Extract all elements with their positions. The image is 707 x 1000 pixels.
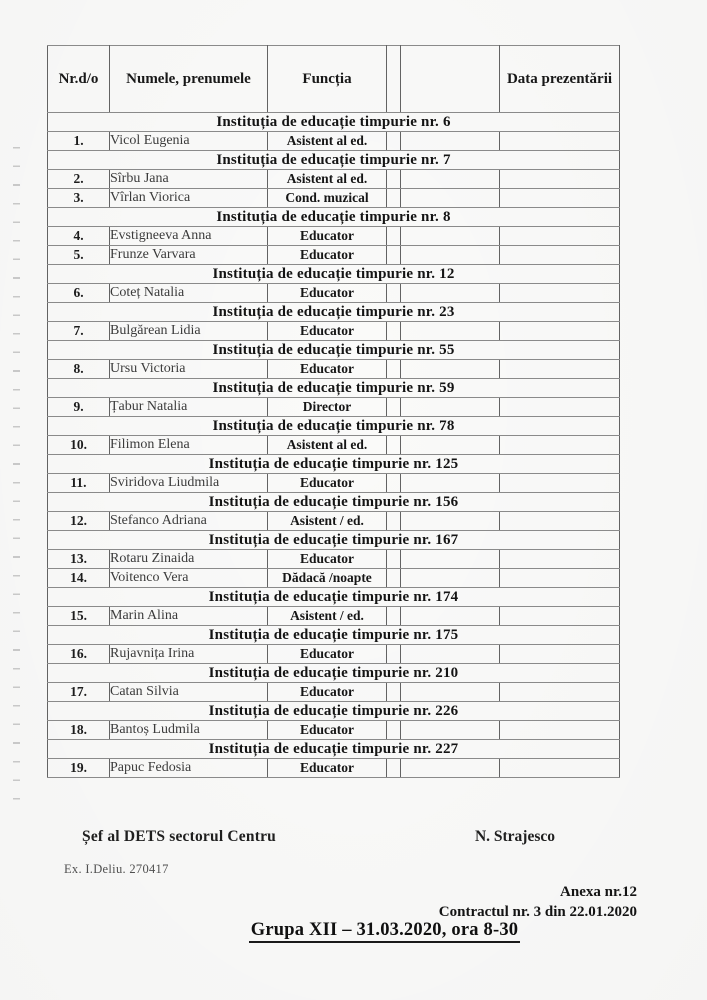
name-cell: Evstigneeva Anna (110, 227, 268, 246)
empty-cell (401, 436, 500, 455)
function-cell: Asistent al ed. (268, 132, 387, 151)
nr-cell: 3. (48, 189, 110, 208)
nr-cell: 13. (48, 550, 110, 569)
empty-cell-narrow (387, 759, 401, 778)
empty-cell-narrow (387, 569, 401, 588)
function-cell: Asistent / ed. (268, 512, 387, 531)
table-row (48, 284, 620, 303)
date-cell (500, 474, 620, 493)
table-row (48, 189, 620, 208)
name-cell: Vicol Eugenia (110, 132, 268, 151)
institution-section-row (48, 341, 620, 360)
empty-cell (401, 569, 500, 588)
nr-cell: 9. (48, 398, 110, 417)
table-row (48, 132, 620, 151)
empty-cell-narrow (387, 683, 401, 702)
empty-cell (401, 550, 500, 569)
function-cell: Educator (268, 645, 387, 664)
institution-title: Instituția de educație timpurie nr. 125 (48, 455, 620, 474)
empty-cell (401, 759, 500, 778)
table-row (48, 759, 620, 778)
institution-section-row (48, 531, 620, 550)
table-header (48, 46, 620, 113)
institution-title: Instituția de educație timpurie nr. 156 (48, 493, 620, 512)
institution-title: Instituția de educație timpurie nr. 7 (48, 151, 620, 170)
nr-cell: 16. (48, 645, 110, 664)
table-row (48, 322, 620, 341)
institution-title: Instituția de educație timpurie nr. 23 (48, 303, 620, 322)
name-cell: Coteț Natalia (110, 284, 268, 303)
name-cell: Țabur Natalia (110, 398, 268, 417)
institution-title: Instituția de educație timpurie nr. 174 (48, 588, 620, 607)
function-cell: Educator (268, 683, 387, 702)
empty-cell-narrow (387, 607, 401, 626)
nr-cell: 17. (48, 683, 110, 702)
institution-title: Instituția de educație timpurie nr. 59 (48, 379, 620, 398)
institution-section-row (48, 151, 620, 170)
nr-cell: 4. (48, 227, 110, 246)
empty-cell-narrow (387, 474, 401, 493)
empty-cell-narrow (387, 550, 401, 569)
nr-cell: 1. (48, 132, 110, 151)
column-header-nr: Nr.d/o (48, 46, 110, 113)
name-cell: Filimon Elena (110, 436, 268, 455)
institution-title: Instituția de educație timpurie nr. 8 (48, 208, 620, 227)
contract-line: Contractul nr. 3 din 22.01.2020 (438, 903, 637, 920)
institution-section-row (48, 702, 620, 721)
institution-section-row (48, 113, 620, 132)
empty-cell (401, 683, 500, 702)
empty-cell (401, 246, 500, 265)
function-cell: Asistent al ed. (268, 170, 387, 189)
empty-cell-narrow (387, 398, 401, 417)
group-schedule-text: Grupa XII – 31.03.2020, ora 8-30 (249, 920, 520, 943)
group-schedule-line (0, 920, 707, 941)
attendance-table (47, 45, 620, 778)
date-cell (500, 189, 620, 208)
empty-cell-narrow (387, 170, 401, 189)
column-header-blank-narrow (387, 46, 401, 113)
table-row (48, 474, 620, 493)
name-cell: Vîrlan Viorica (110, 189, 268, 208)
table-row (48, 645, 620, 664)
institution-section-row (48, 379, 620, 398)
institution-title: Instituția de educație timpurie nr. 210 (48, 664, 620, 683)
institution-title: Instituția de educație timpurie nr. 78 (48, 417, 620, 436)
column-header-name: Numele, prenumele (110, 46, 268, 113)
name-cell: Papuc Fedosia (110, 759, 268, 778)
table-body (48, 113, 620, 778)
date-cell (500, 512, 620, 531)
institution-title: Instituția de educație timpurie nr. 227 (48, 740, 620, 759)
nr-cell: 12. (48, 512, 110, 531)
table-row (48, 512, 620, 531)
nr-cell: 2. (48, 170, 110, 189)
institution-section-row (48, 417, 620, 436)
table-row (48, 550, 620, 569)
function-cell: Educator (268, 284, 387, 303)
signature-row (0, 828, 707, 846)
table-row (48, 227, 620, 246)
date-cell (500, 721, 620, 740)
nr-cell: 14. (48, 569, 110, 588)
date-cell (500, 398, 620, 417)
date-cell (500, 246, 620, 265)
table-row (48, 436, 620, 455)
date-cell (500, 170, 620, 189)
name-cell: Voitenco Vera (110, 569, 268, 588)
nr-cell: 15. (48, 607, 110, 626)
name-cell: Rotaru Zinaida (110, 550, 268, 569)
empty-cell (401, 322, 500, 341)
date-cell (500, 683, 620, 702)
empty-cell (401, 398, 500, 417)
function-cell: Educator (268, 227, 387, 246)
annex-block (439, 883, 637, 922)
empty-cell-narrow (387, 322, 401, 341)
empty-cell (401, 474, 500, 493)
date-cell (500, 569, 620, 588)
table-row (48, 721, 620, 740)
table-row (48, 360, 620, 379)
function-cell: Educator (268, 474, 387, 493)
function-cell: Dădacă /noapte (268, 569, 387, 588)
empty-cell (401, 227, 500, 246)
table-row (48, 569, 620, 588)
institution-title: Instituția de educație timpurie nr. 175 (48, 626, 620, 645)
empty-cell-narrow (387, 436, 401, 455)
institution-section-row (48, 493, 620, 512)
nr-cell: 6. (48, 284, 110, 303)
name-cell: Ursu Victoria (110, 360, 268, 379)
function-cell: Asistent / ed. (268, 607, 387, 626)
institution-section-row (48, 208, 620, 227)
empty-cell (401, 132, 500, 151)
table-row (48, 683, 620, 702)
executor-note: Ex. I.Deliu. 270417 (64, 862, 169, 876)
function-cell: Educator (268, 360, 387, 379)
annex-line: Anexa nr.12 (560, 884, 637, 900)
table-row (48, 170, 620, 189)
column-header-blank (401, 46, 500, 113)
table-row (48, 607, 620, 626)
empty-cell (401, 721, 500, 740)
column-header-function: Funcția (268, 46, 387, 113)
date-cell (500, 759, 620, 778)
institution-section-row (48, 626, 620, 645)
empty-cell-narrow (387, 227, 401, 246)
date-cell (500, 284, 620, 303)
empty-cell (401, 360, 500, 379)
date-cell (500, 550, 620, 569)
institution-section-row (48, 303, 620, 322)
institution-title: Instituția de educație timpurie nr. 226 (48, 702, 620, 721)
date-cell (500, 436, 620, 455)
nr-cell: 19. (48, 759, 110, 778)
nr-cell: 18. (48, 721, 110, 740)
function-cell: Educator (268, 550, 387, 569)
institution-title: Instituția de educație timpurie nr. 167 (48, 531, 620, 550)
date-cell (500, 645, 620, 664)
empty-cell (401, 512, 500, 531)
nr-cell: 8. (48, 360, 110, 379)
institution-section-row (48, 455, 620, 474)
institution-title: Instituția de educație timpurie nr. 12 (48, 265, 620, 284)
date-cell (500, 132, 620, 151)
empty-cell (401, 284, 500, 303)
function-cell: Educator (268, 246, 387, 265)
empty-cell-narrow (387, 246, 401, 265)
date-cell (500, 322, 620, 341)
institution-title: Instituția de educație timpurie nr. 55 (48, 341, 620, 360)
empty-cell-narrow (387, 721, 401, 740)
empty-cell (401, 645, 500, 664)
name-cell: Sîrbu Jana (110, 170, 268, 189)
function-cell: Asistent al ed. (268, 436, 387, 455)
empty-cell-narrow (387, 284, 401, 303)
nr-cell: 5. (48, 246, 110, 265)
empty-cell-narrow (387, 189, 401, 208)
empty-cell (401, 170, 500, 189)
name-cell: Marin Alina (110, 607, 268, 626)
name-cell: Bantoș Ludmila (110, 721, 268, 740)
name-cell: Rujavnița Irina (110, 645, 268, 664)
nr-cell: 11. (48, 474, 110, 493)
function-cell: Cond. muzical (268, 189, 387, 208)
name-cell: Frunze Varvara (110, 246, 268, 265)
empty-cell (401, 189, 500, 208)
institution-title: Instituția de educație timpurie nr. 6 (48, 113, 620, 132)
name-cell: Sviridova Liudmila (110, 474, 268, 493)
table-row (48, 246, 620, 265)
nr-cell: 7. (48, 322, 110, 341)
date-cell (500, 360, 620, 379)
function-cell: Educator (268, 759, 387, 778)
institution-section-row (48, 265, 620, 284)
table-row (48, 398, 620, 417)
signature-title: Șef al DETS sectorul Centru (82, 828, 276, 845)
institution-section-row (48, 740, 620, 759)
empty-cell-narrow (387, 132, 401, 151)
function-cell: Educator (268, 322, 387, 341)
institution-section-row (48, 588, 620, 607)
institution-section-row (48, 664, 620, 683)
nr-cell: 10. (48, 436, 110, 455)
function-cell: Educator (268, 721, 387, 740)
empty-cell-narrow (387, 512, 401, 531)
date-cell (500, 227, 620, 246)
date-cell (500, 607, 620, 626)
name-cell: Bulgărean Lidia (110, 322, 268, 341)
empty-cell (401, 607, 500, 626)
column-header-date: Data prezentării (500, 46, 620, 113)
empty-cell-narrow (387, 360, 401, 379)
table-header-row (48, 46, 620, 113)
function-cell: Director (268, 398, 387, 417)
signature-name: N. Strajesco (474, 828, 555, 845)
name-cell: Catan Silvia (110, 683, 268, 702)
scan-margin-artifact (13, 130, 20, 806)
empty-cell-narrow (387, 645, 401, 664)
name-cell: Stefanco Adriana (110, 512, 268, 531)
